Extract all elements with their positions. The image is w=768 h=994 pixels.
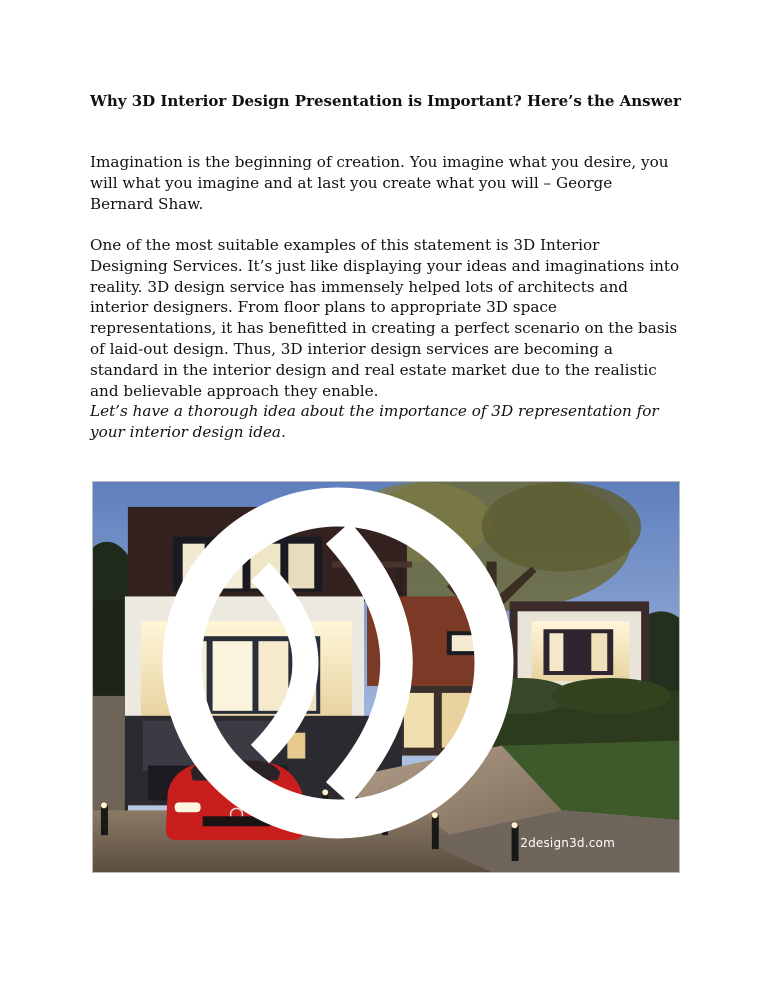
paragraph-lead-in: Let’s have a thorough idea about the importance of 3D representation for your interior design idea. — [90, 402, 659, 441]
watermark-text: 2design3d.com — [520, 836, 615, 850]
2design3d-logo-icon — [92, 481, 657, 858]
paragraph-intro: One of the most suitable examples of this statement is 3D Interior Designing Services. It’s just like displaying your ideas and imaginations into reality. 3D design service has immensely helped lots of architects and interior designers. From floor plans to appropriate 3D space representations, it has benefitted in creating a perfect scenario on the basis of laid-out design. Thus, 3D interior design services are becoming a standard in the interior design and real estate market due to the realistic and believable approach they enable. — [90, 236, 680, 400]
house-rendering-image — [92, 481, 680, 873]
paragraph-quote: Imagination is the beginning of creation. You imagine what you desire, you will what you imagine and at last you create what you will – George Bernard Shaw. — [90, 153, 669, 213]
article-title: Why 3D Interior Design Presentation is Important? Here’s the Answer — [90, 92, 681, 110]
